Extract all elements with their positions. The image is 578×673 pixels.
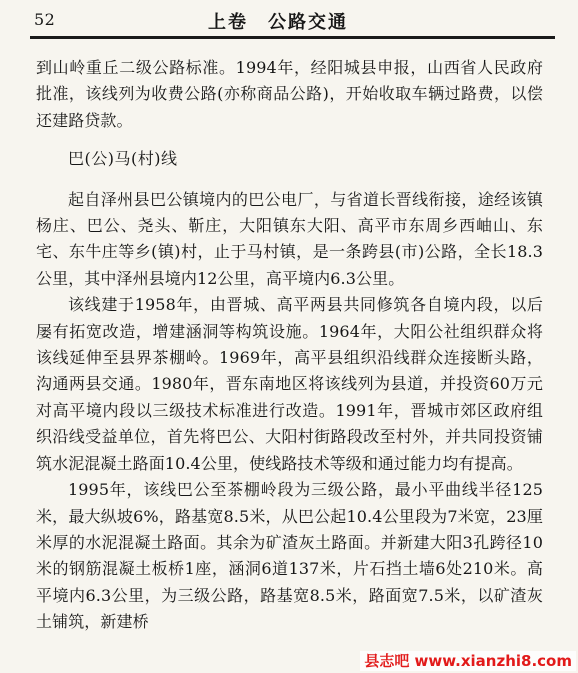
header-rule	[30, 36, 555, 39]
running-head: 上卷 公路交通	[208, 12, 348, 33]
section-title: 巴(公)马(村)线	[68, 149, 178, 169]
paragraph-continued: 到山岭重丘二级公路标准。1994年，经阳城县申报，山西省人民政府批准，该线列为收费公路(亦称商品公路)，开始收取车辆过路费，以偿还建路贷款。	[36, 58, 543, 130]
paragraph-history: 该线建于1958年，由晋城、高平两县共同修筑各自境内段，以后屡有拓宽改造，增建涵洞等构筑设施。1964年，大阳公社组织群众将该线延伸至县界茶棚岭。1969年，高平县组织沿线群众连接断头路，沟通两县交通。1980年，晋东南地区将该线列为县道，并投资60万元对高平境内段以三级技术标准进行改造。1991年，晋城市郊区政府组织沿线受益单位，首先将巴公、大阳村街路段改至村外，并共同投资铺筑水泥混凝土路面10.4公里，使线路技术等级和通过能力均有提高。	[36, 295, 543, 473]
page-body	[36, 55, 543, 636]
site-watermark: 县志吧 www.xianzhi8.com	[360, 651, 576, 671]
page-header	[0, 0, 578, 46]
paragraph-route: 起自泽州县巴公镇境内的巴公电厂，与省道长晋线衔接，途经该镇杨庄、巴公、尧头、靳庄，大阳镇东大阳、高平市东周乡西岫山、东宅、东牛庄等乡(镇)村，止于马村镇，是一条跨县(市)公路，全长18.3公里，其中泽州县境内12公里，高平境内6.3公里。	[36, 189, 543, 288]
page-number: 52	[34, 10, 56, 29]
paragraph-1995: 1995年，该线巴公至茶棚岭段为三级公路，最小平曲线半径125米，最大纵坡6%，路基宽8.5米，从巴公起10.4公里段为7米宽，23厘米厚的水泥混凝土路面。其余为矿渣灰土路面。并新建大阳3孔跨径10米的钢筋混凝土板桥1座，涵洞6道137米，片石挡土墙6处210米。高平境内6.3公里，为三级公路，路基宽8.5米，路面宽7.5米，以矿渣灰土铺筑，新建桥	[36, 480, 543, 632]
